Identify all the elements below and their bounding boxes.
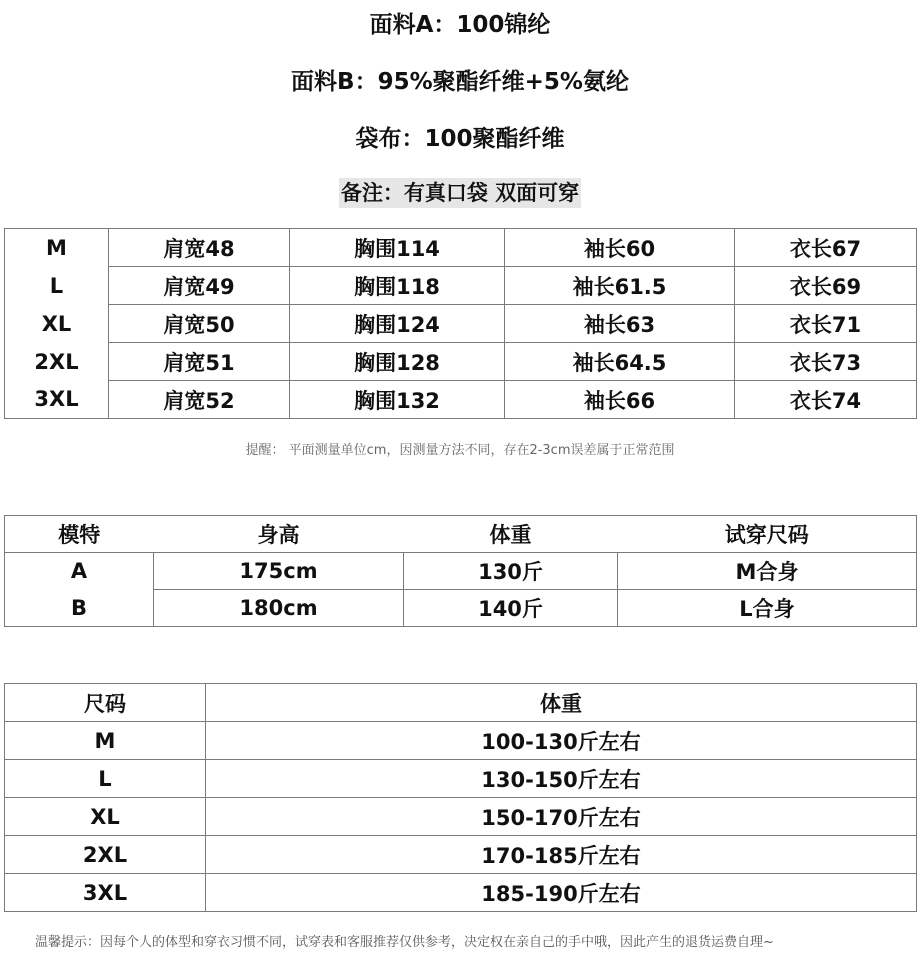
fabric-b-text: 面料B：95%聚酯纤维+5%氨纶 xyxy=(291,69,629,95)
table-row xyxy=(5,874,917,912)
size-cell: L xyxy=(5,760,206,798)
shoulder-cell: 肩宽48 xyxy=(109,229,290,267)
size-cell: 2XL xyxy=(5,343,109,381)
shoulder-cell: 肩宽49 xyxy=(109,267,290,305)
header-weight: 体重 xyxy=(206,684,917,722)
table-row xyxy=(5,722,917,760)
chest-cell: 胸围118 xyxy=(290,267,505,305)
length-cell: 衣长69 xyxy=(735,267,917,305)
height-cell: 180cm xyxy=(154,590,404,627)
table-row xyxy=(5,305,917,343)
model-fit-table xyxy=(4,515,917,627)
table-header-row xyxy=(5,516,917,553)
header-weight: 体重 xyxy=(404,516,618,553)
shoulder-cell: 肩宽52 xyxy=(109,381,290,419)
size-cell: 3XL xyxy=(5,381,109,419)
fit-disclaimer: 温馨提示：因每个人的体型和穿衣习惯不同，试穿表和客服推荐仅供参考，决定权在亲自己的手中哦，因此产生的退货运费自理~ xyxy=(35,935,774,950)
table-row xyxy=(5,267,917,305)
weight-range-cell: 100-130斤左右 xyxy=(206,722,917,760)
size-cell: 2XL xyxy=(5,836,206,874)
sleeve-cell: 袖长64.5 xyxy=(505,343,735,381)
weight-range-cell: 150-170斤左右 xyxy=(206,798,917,836)
size-cell: L xyxy=(5,267,109,305)
length-cell: 衣长71 xyxy=(735,305,917,343)
size-measurement-table xyxy=(4,228,917,419)
weight-range-cell: 130-150斤左右 xyxy=(206,760,917,798)
fabric-a-text: 面料A：100锦纶 xyxy=(369,12,551,38)
size-cell: 3XL xyxy=(5,874,206,912)
weight-cell: 130斤 xyxy=(404,553,618,590)
header-model: 模特 xyxy=(5,516,154,553)
fit-cell: L合身 xyxy=(618,590,917,627)
header-size: 尺码 xyxy=(5,684,206,722)
size-cell: XL xyxy=(5,798,206,836)
sleeve-cell: 袖长61.5 xyxy=(505,267,735,305)
note-wrapper xyxy=(0,178,920,208)
length-cell: 衣长67 xyxy=(735,229,917,267)
table-row xyxy=(5,836,917,874)
note-text: 备注：有真口袋 双面可穿 xyxy=(339,178,581,208)
sleeve-cell: 袖长66 xyxy=(505,381,735,419)
shoulder-cell: 肩宽50 xyxy=(109,305,290,343)
model-cell: A xyxy=(5,553,154,590)
table-row xyxy=(5,553,917,590)
chest-cell: 胸围128 xyxy=(290,343,505,381)
model-cell: B xyxy=(5,590,154,627)
header-height: 身高 xyxy=(154,516,404,553)
table-row xyxy=(5,229,917,267)
sleeve-cell: 袖长63 xyxy=(505,305,735,343)
size-cell: XL xyxy=(5,305,109,343)
header-fit-size: 试穿尺码 xyxy=(618,516,917,553)
table-header-row xyxy=(5,684,917,722)
table-row xyxy=(5,760,917,798)
length-cell: 衣长73 xyxy=(735,343,917,381)
table-row xyxy=(5,343,917,381)
chest-cell: 胸围114 xyxy=(290,229,505,267)
size-cell: M xyxy=(5,229,109,267)
table-row xyxy=(5,798,917,836)
sleeve-cell: 袖长60 xyxy=(505,229,735,267)
shoulder-cell: 肩宽51 xyxy=(109,343,290,381)
weight-cell: 140斤 xyxy=(404,590,618,627)
weight-range-cell: 185-190斤左右 xyxy=(206,874,917,912)
table-row xyxy=(5,381,917,419)
height-cell: 175cm xyxy=(154,553,404,590)
weight-range-cell: 170-185斤左右 xyxy=(206,836,917,874)
size-cell: M xyxy=(5,722,206,760)
length-cell: 衣长74 xyxy=(735,381,917,419)
fit-cell: M合身 xyxy=(618,553,917,590)
table-row xyxy=(5,590,917,627)
chest-cell: 胸围124 xyxy=(290,305,505,343)
size-weight-table xyxy=(4,683,917,912)
pocket-fabric-text: 袋布：100聚酯纤维 xyxy=(355,126,565,152)
measurement-hint: 提醒： 平面测量单位cm，因测量方法不同，存在2-3cm误差属于正常范围 xyxy=(245,443,675,458)
chest-cell: 胸围132 xyxy=(290,381,505,419)
